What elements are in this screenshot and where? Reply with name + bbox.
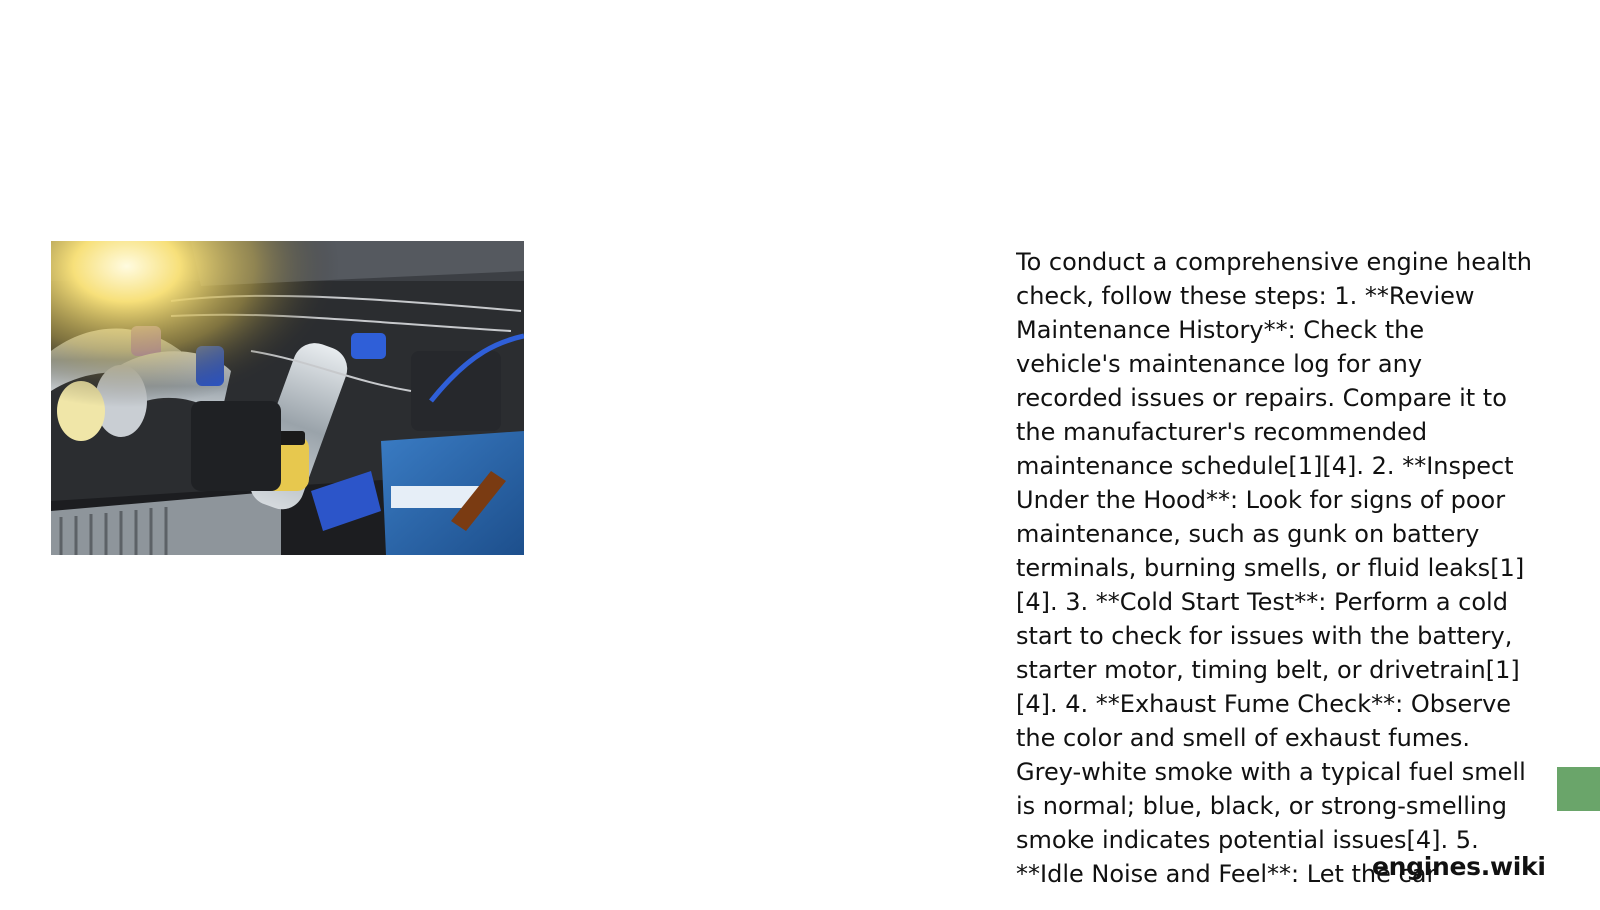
article-text: To conduct a comprehensive engine health check, follow these steps: 1. **Review Maintenance History**: Check the vehicle's maintenance log for any recorded issues or repairs. Compare it to the manufacturer's recommended maintenance schedule[1][4]. 2. **Inspect Under the Hood**: Look for signs of poor maintenance, such as gunk on battery terminals, burning smells, or fluid leaks[1][4]. 3. **Cold Start Test**: Perform a cold start to check for issues with the battery, starter motor, timing belt, or drivetrain[1][4]. 4. **Exhaust Fume Check**: Observe the color and smell of exhaust fumes. Grey-white smoke with a typical fuel smell is normal; blue, black, or strong-smelling smoke indicates potential issues[4]. 5. **Idle Noise and Feel**: Let the car xyxy=(1016,248,1533,888)
side-tab-button[interactable] xyxy=(1557,767,1600,811)
engine-bay-photo xyxy=(51,241,524,555)
article-body xyxy=(1016,245,1536,910)
site-logo[interactable]: engines.wiki xyxy=(1372,852,1546,881)
engine-bay-illustration xyxy=(51,241,524,555)
